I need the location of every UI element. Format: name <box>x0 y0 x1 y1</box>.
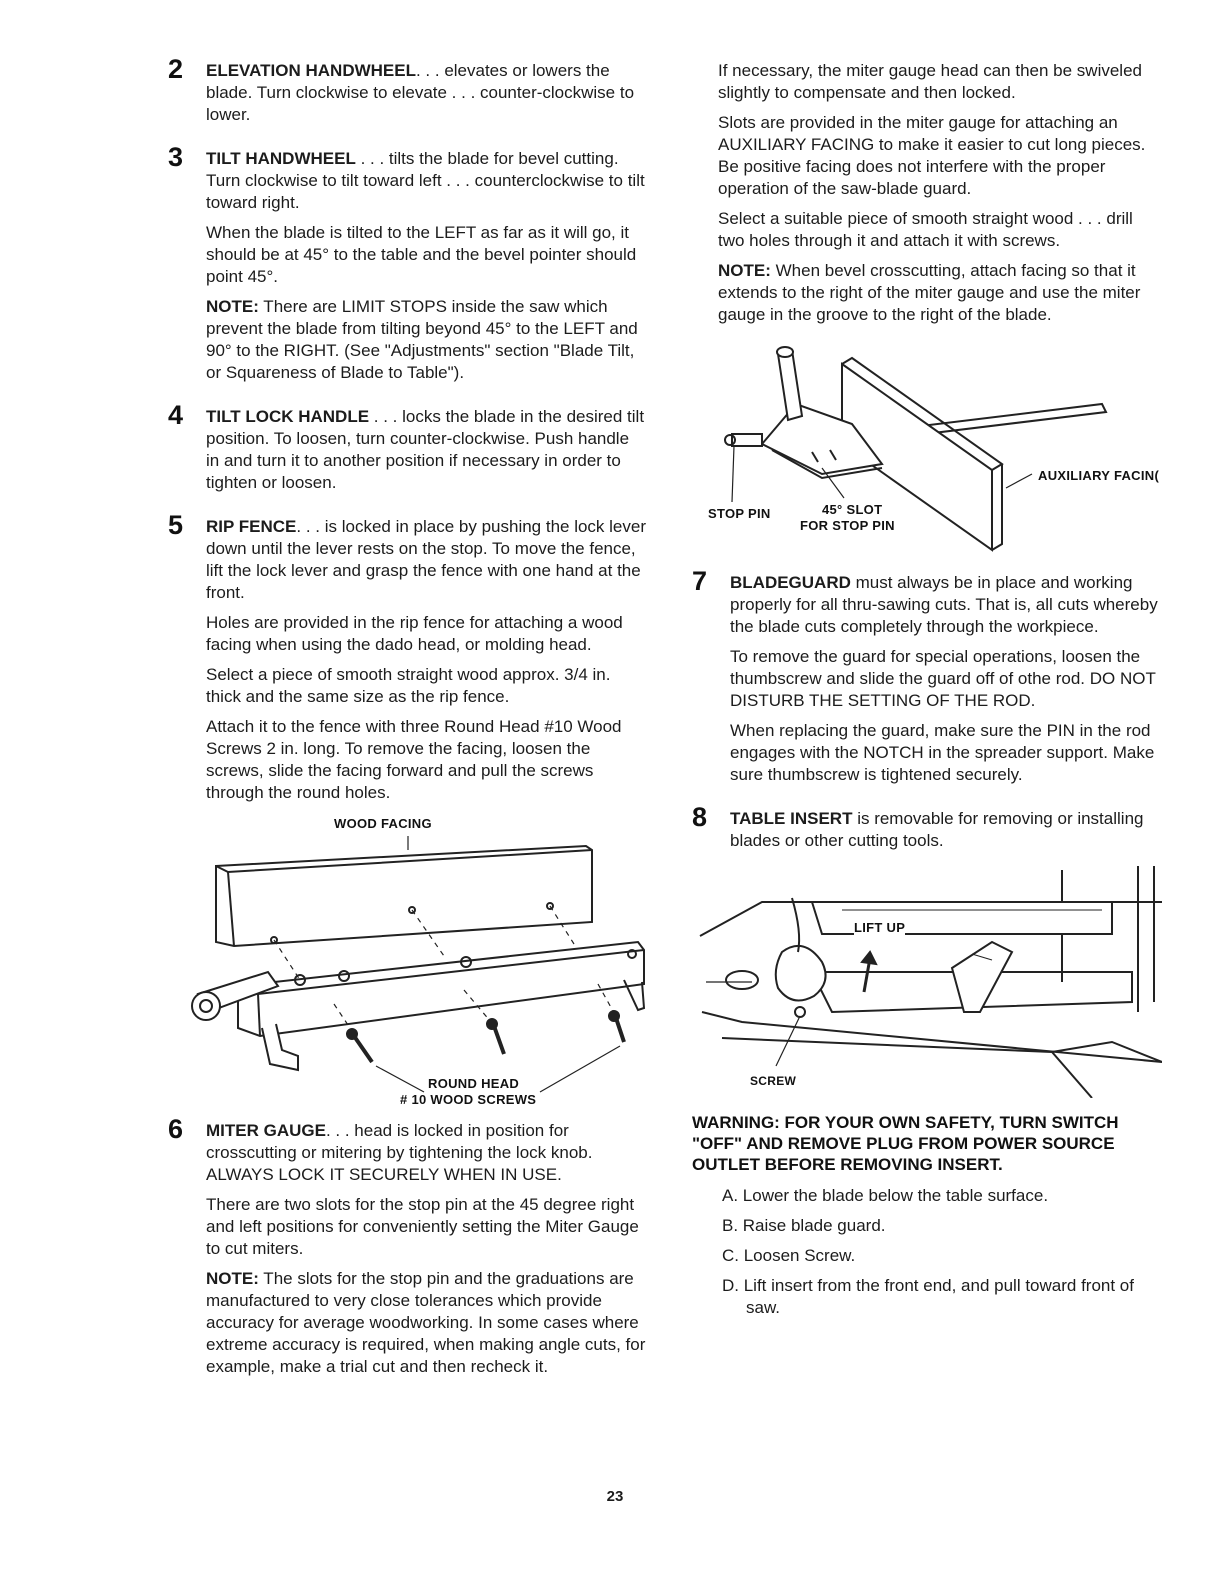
item-paragraph: If necessary, the miter gauge head can then be swiveled slightly to compensate and then locked. <box>718 61 1142 102</box>
item-paragraph: Slots are provided in the miter gauge for attaching an AUXILIARY FACING to make it easier to cut long pieces. Be positive facing does not interfere with the proper operation of the saw-blade guard. <box>718 113 1146 198</box>
item-text: MITER GAUGE. . . head is locked in position for crosscutting or mitering by tightening the lock knob. ALWAYS LOCK IT SECURELY WHEN IN USE. <box>206 1121 593 1184</box>
item-number: 7 <box>692 566 708 596</box>
step-a: A. Lower the blade below the table surface. <box>722 1186 1049 1205</box>
stop-pin-label: STOP PIN <box>708 506 771 521</box>
item-text: TILT LOCK HANDLE . . . locks the blade in the desired tilt position. To loosen, turn counter-clockwise. Push handle in and turn it to another position if necessary in order to tighten or loosen. <box>206 407 645 492</box>
slot-label-line2: FOR STOP PIN <box>800 518 895 533</box>
item-text: TABLE INSERT is removable for removing or installing blades or other cutting tools. <box>730 809 1144 850</box>
item-note: NOTE: When bevel crosscutting, attach facing so that it extends to the right of the miter gauge and use the miter gauge in the groove to the right of the blade. <box>718 261 1141 324</box>
item-paragraph: When the blade is tilted to the LEFT as far as it will go, it should be at 45° to the table and the bevel pointer should point 45°. <box>206 223 637 286</box>
step-c: C. Loosen Screw. <box>722 1246 856 1265</box>
item-title: TILT LOCK HANDLE <box>206 407 370 426</box>
miter-gauge-figure <box>692 334 1162 562</box>
item-paragraph: Select a suitable piece of smooth straight wood . . . drill two holes through it and attach it with screws. <box>718 209 1133 250</box>
left-column <box>168 54 647 1386</box>
step-b: B. Raise blade guard. <box>722 1216 886 1235</box>
item-title: TILT HANDWHEEL <box>206 149 356 168</box>
item-paragraph: Holes are provided in the rip fence for attaching a wood facing when using the dado head, or molding head. <box>206 613 623 654</box>
item-text: RIP FENCE. . . is locked in place by pushing the lock lever down until the lever rests on the stop. To move the fence, lift the lock lever and grasp the fence with one hand at the front. <box>206 517 647 602</box>
item-number: 8 <box>692 802 708 832</box>
item-table-insert <box>692 802 1162 852</box>
step-d: D. Lift insert from the front end, and pull toward front of saw. <box>722 1276 1134 1317</box>
item-number: 2 <box>168 54 184 84</box>
item-miter-gauge <box>168 1114 646 1378</box>
item-number: 4 <box>168 400 184 430</box>
right-column <box>692 60 1162 1327</box>
item-tilt-lock-handle <box>168 400 646 494</box>
item-title: MITER GAUGE <box>206 1121 326 1140</box>
item-text: ELEVATION HANDWHEEL. . . elevates or lowers the blade. Turn clockwise to elevate . . . counter-clockwise to lower. <box>206 61 635 124</box>
item-tilt-handwheel <box>168 142 646 384</box>
miter-gauge-illustration <box>692 334 1162 562</box>
item-paragraph: To remove the guard for special operations, loosen the thumbscrew and slide the guard off of othe rod. DO NOT DISTURB THE SETTING OF THE ROD. <box>730 647 1156 710</box>
table-insert-figure <box>692 862 1162 1098</box>
item-elevation-handwheel <box>168 54 646 126</box>
page-number: 23 <box>606 1488 624 1505</box>
item-title: BLADEGUARD <box>730 573 851 592</box>
removal-steps <box>692 1185 1162 1319</box>
item-text: BLADEGUARD must always be in place and working properly for all thru-sawing cuts. That is, all cuts whereby the blade cuts completely through the workpiece. <box>730 573 1158 636</box>
item-paragraph: When replacing the guard, make sure the PIN in the rod engages with the NOTCH in the spreader support. Make sure thumbscrew is tightened securely. <box>730 721 1155 784</box>
item-rip-fence <box>168 510 647 804</box>
item-number: 5 <box>168 510 184 540</box>
item-text: TILT HANDWHEEL . . . tilts the blade for bevel cutting. Turn clockwise to tilt toward left . . . counterclockwise to tilt toward right. <box>206 149 645 212</box>
item-number: 3 <box>168 142 184 172</box>
miter-gauge-continued <box>692 60 1162 326</box>
rip-fence-illustration <box>168 814 646 1114</box>
slot-label-line1: 45° SLOT <box>822 502 883 517</box>
wood-facing-label: WOOD FACING <box>334 816 432 831</box>
table-insert-illustration <box>692 862 1162 1098</box>
item-title: TABLE INSERT <box>730 809 853 828</box>
item-title: ELEVATION HANDWHEEL <box>206 61 416 80</box>
lift-up-label: LIFT UP <box>854 920 906 935</box>
item-title: RIP FENCE <box>206 517 297 536</box>
note-label: NOTE: <box>206 1269 259 1288</box>
item-paragraph: Attach it to the fence with three Round Head #10 Wood Screws 2 in. long. To remove the facing, loosen the screws, slide the facing forward and pull the screws through the round holes. <box>206 717 622 802</box>
note-label: NOTE: <box>718 261 771 280</box>
item-paragraph: There are two slots for the stop pin at the 45 degree right and left positions for conveniently setting the Miter Gauge to cut miters. <box>206 1195 639 1258</box>
screw-label: SCREW <box>750 1074 797 1088</box>
item-paragraph: Select a piece of smooth straight wood approx. 3/4 in. thick and the same size as the rip fence. <box>206 665 611 706</box>
auxiliary-facing-label: AUXILIARY FACIN( <box>1038 468 1160 483</box>
item-note: NOTE: The slots for the stop pin and the graduations are manufactured to very close tolerances which provide accuracy for average woodworking. In some cases where extreme accuracy is required, when making angle cuts, for example, make a trial cut and then recheck it. <box>206 1269 646 1376</box>
note-label: NOTE: <box>206 297 259 316</box>
item-note: NOTE: There are LIMIT STOPS inside the saw which prevent the blade from tilting beyond 45° to the LEFT and 90° to the RIGHT. (See "Adjustments" section "Blade Tilt, or Squareness of Blade to Table"). <box>206 297 638 382</box>
wood-screws-label: # 10 WOOD SCREWS <box>400 1092 537 1107</box>
round-head-label: ROUND HEAD <box>428 1076 520 1091</box>
item-number: 6 <box>168 1114 184 1144</box>
safety-warning: WARNING: FOR YOUR OWN SAFETY, TURN SWITCH "OFF" AND REMOVE PLUG FROM POWER SOURCE OUTLET BEFORE REMOVING INSERT. <box>692 1113 1119 1174</box>
rip-fence-figure <box>168 814 646 1114</box>
item-bladeguard <box>692 566 1162 786</box>
